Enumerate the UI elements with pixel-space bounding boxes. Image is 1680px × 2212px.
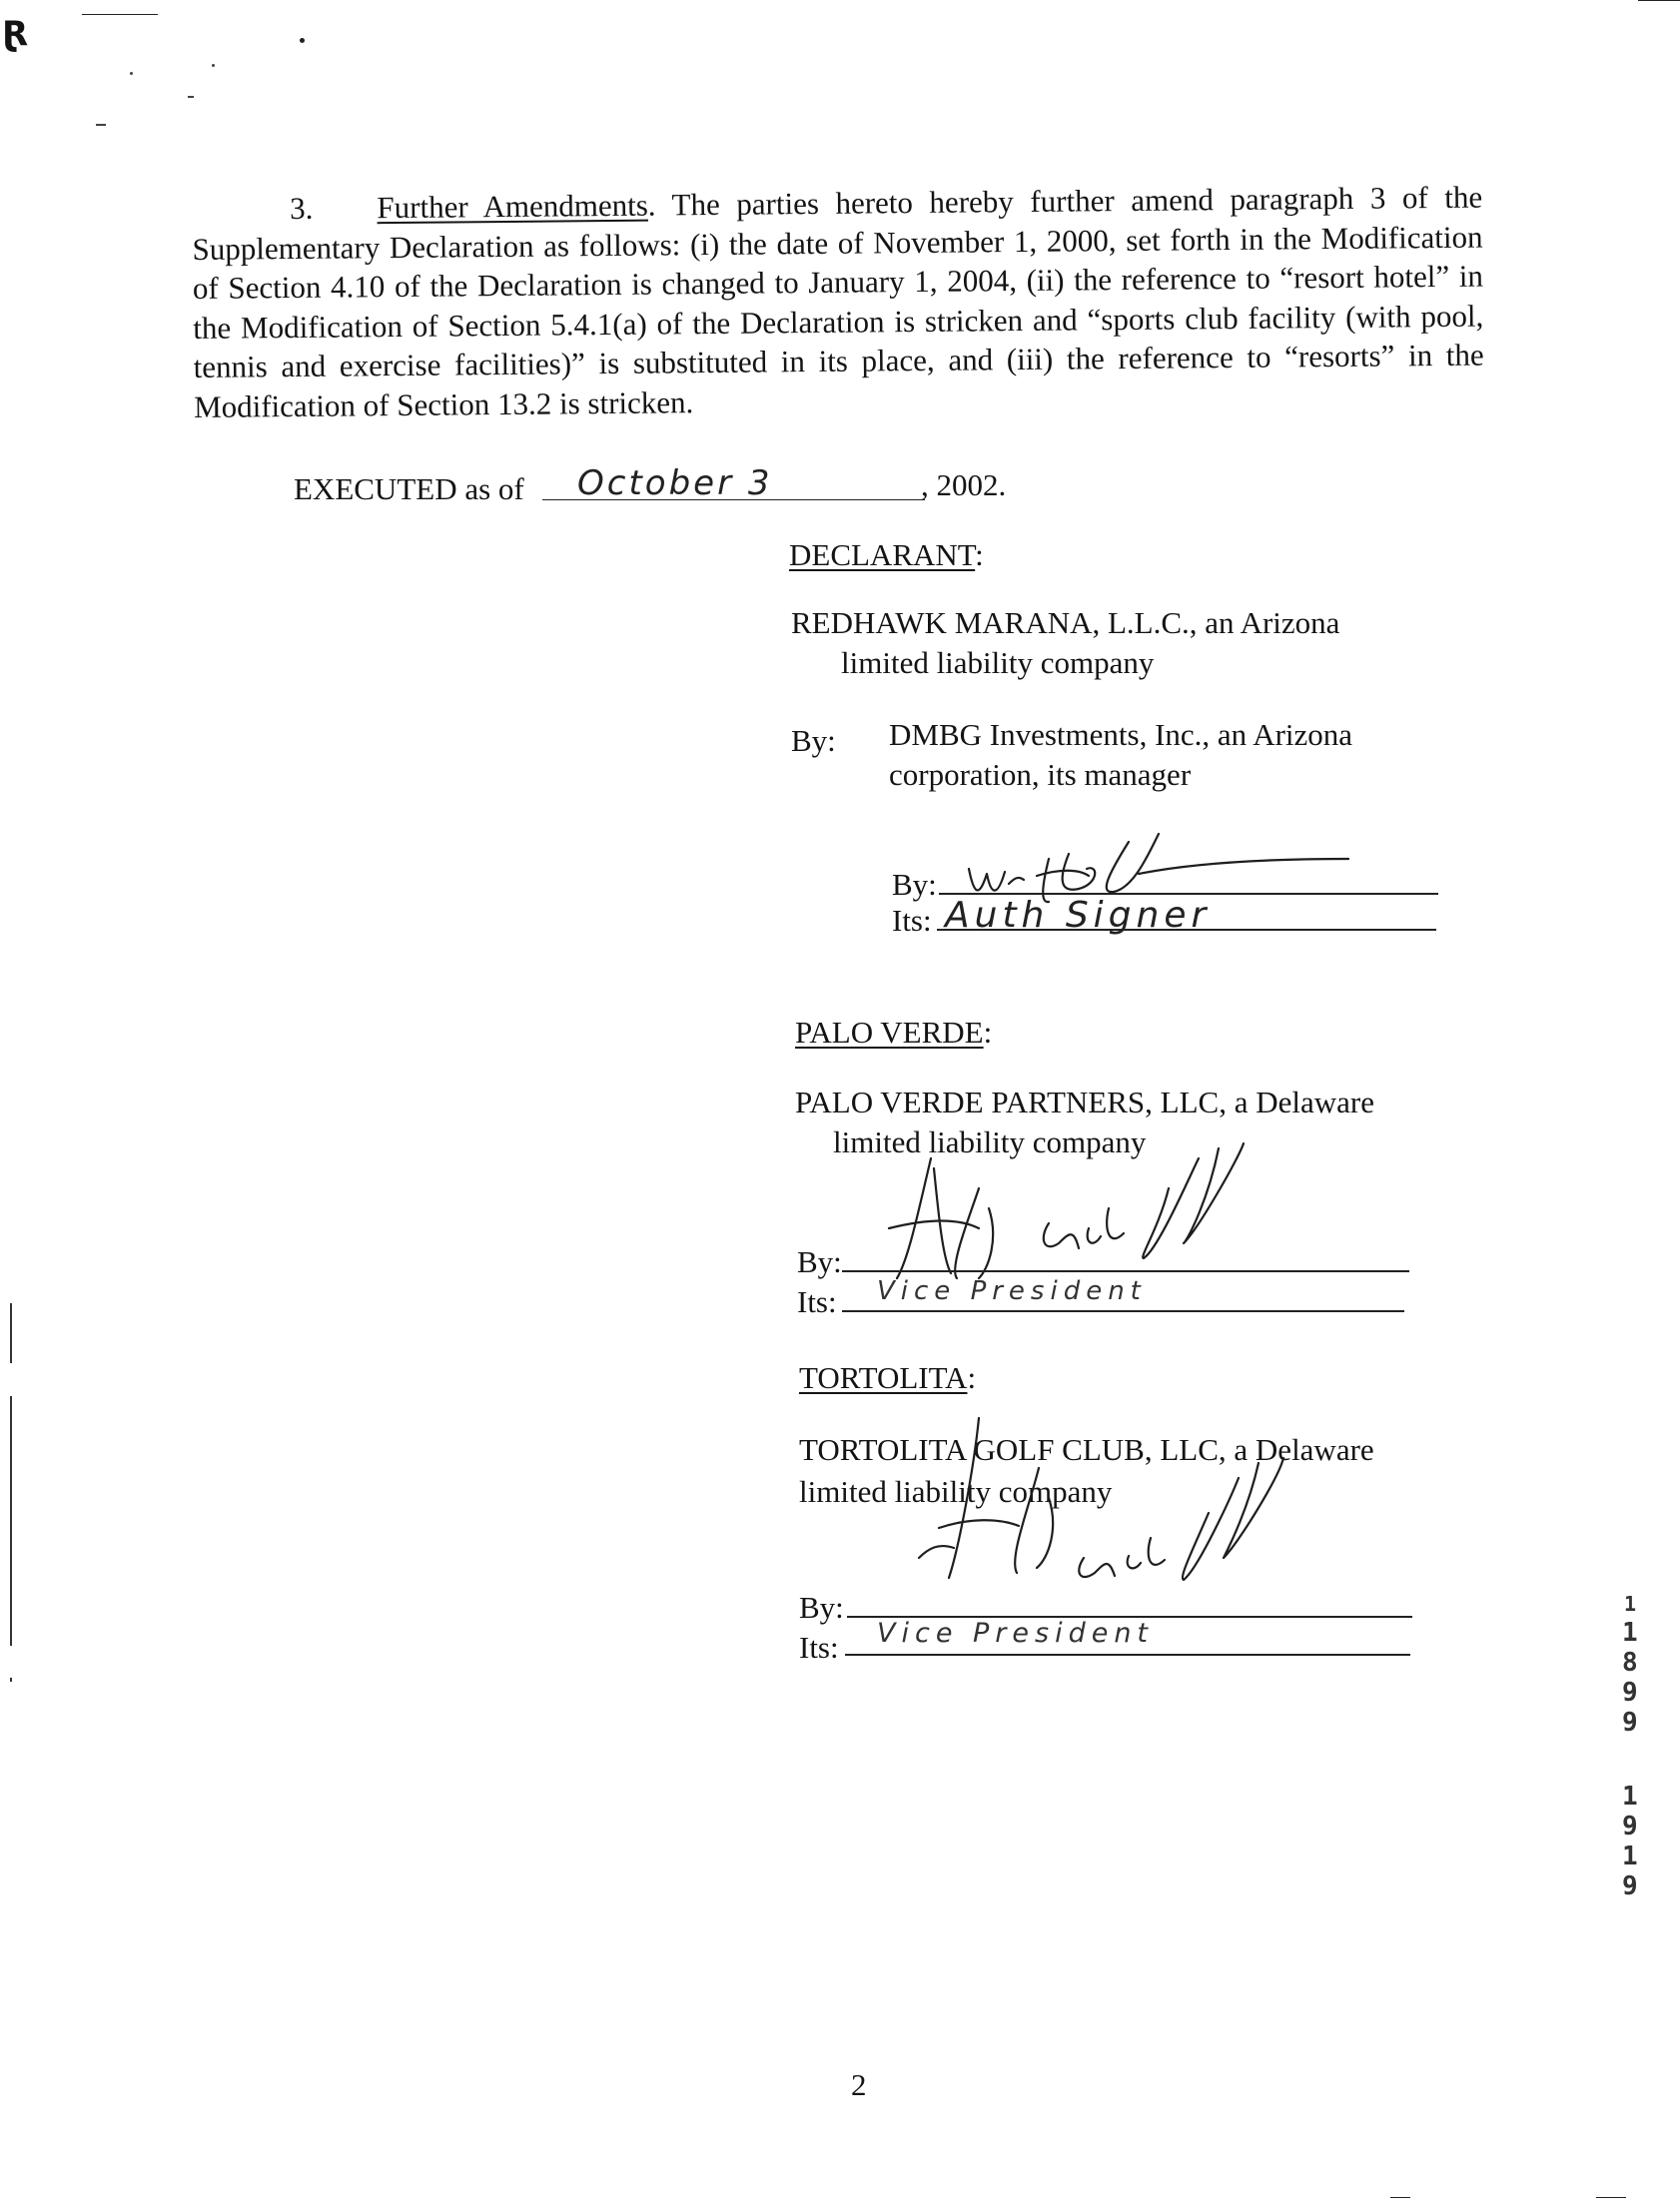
declarant-entity-line2: limited liability company [841,645,1155,680]
palo-verde-heading-text: PALO VERDE [795,1015,984,1050]
tortolita-its-line [845,1654,1410,1656]
scan-dot [188,96,194,98]
side-stamp-digit: 1 [1622,1782,1638,1812]
scan-edge-mark [10,1303,12,1363]
scan-line [1390,2197,1410,2198]
tortolita-its-handwritten: Vice President [877,1618,1155,1649]
page-number: 2 [851,2067,867,2102]
tortolita-by-label: By: [799,1590,844,1625]
scan-edge-mark [10,1678,12,1682]
palo-verde-its-label: Its: [797,1284,837,1319]
declarant-heading [789,535,984,575]
tortolita-heading [799,1358,976,1398]
declarant-heading-text: DECLARANT [789,537,976,572]
palo-verde-its-handwritten: Vice President [877,1276,1147,1306]
side-stamp-digit: 9 [1622,1708,1638,1738]
side-stamp-digit: 9 [1622,1871,1638,1901]
declarant-sign-by-label: By: [892,867,937,902]
tortolita-colon: : [967,1360,977,1395]
declarant-sign-its-label: Its: [892,903,932,938]
declarant-its-handwritten: Auth Signer [945,895,1212,936]
side-stamp-digit: 1 [1622,1842,1638,1871]
scan-dot [130,72,133,75]
scan-dot [212,64,215,67]
declarant-colon: : [975,537,984,572]
executed-prefix: EXECUTED as of [294,471,524,506]
palo-verde-its-line [842,1310,1404,1312]
scan-mark: Ɽ [2,14,29,54]
executed-line [294,469,524,509]
scan-line [1638,0,1680,1]
side-stamp-digit: 8 [1622,1648,1638,1678]
palo-verde-entity-line1: PALO VERDE PARTNERS, LLC, a Delaware [795,1085,1374,1119]
tortolita-its-label: Its: [799,1630,839,1665]
palo-verde-heading [795,1013,992,1053]
amendment-paragraph [192,178,1484,427]
side-stamp-digit: 9 [1622,1678,1638,1708]
palo-verde-by-label: By: [797,1244,842,1279]
declarant-by-entity-line1: DMBG Investments, Inc., an Arizona [889,717,1353,752]
declarant-by-entity-line2: corporation, its manager [889,757,1192,792]
side-stamp-digit: 1 [1622,1618,1638,1648]
tortolita-heading-text: TORTOLITA [799,1360,968,1395]
scan-dot [300,38,305,43]
scan-edge-mark [10,1396,12,1646]
declarant-by-label: By: [791,723,836,758]
declarant-entity-line1: REDHAWK MARANA, L.L.C., an Arizona [791,605,1340,640]
tortolita-entity-line1: TORTOLITA GOLF CLUB, LLC, a Delaware [799,1432,1374,1467]
side-stamp-digit: 9 [1622,1812,1638,1842]
tortolita-entity-line2: limited liability company [799,1474,1113,1509]
scan-line [1596,2197,1626,2198]
side-stamp-digit: 1 [1624,1592,1637,1616]
palo-verde-signature-line [842,1270,1409,1272]
paragraph-heading: Further Amendments [377,187,648,226]
palo-verde-entity-line2: limited liability company [833,1124,1147,1159]
scan-line [82,14,158,15]
tortolita-signature [859,1408,1318,1608]
palo-verde-colon: : [983,1015,993,1050]
paragraph-number: 3. [290,190,314,227]
executed-date-handwritten: October 3 [577,463,773,503]
executed-suffix: , 2002. [921,467,1007,502]
paragraph-text: . The parties hereto hereby further amend paragraph 3 of the Supplementary Declaration as follows: (i) the date of November 1, 2000, set forth in the Modification of Section 4.10 of the Declaration is changed to January 1, 2004, (ii) the reference to “resort hotel” in the Modification of Section 5.4.1(a) of the Declaration is stricken and “sports club facility (with pool, tennis and exercise facilities)” is substituted in its place, and (iii) the reference to “resorts” in the Modification of Section 13.2 is stricken. [192,179,1484,424]
scan-dot [96,124,106,126]
